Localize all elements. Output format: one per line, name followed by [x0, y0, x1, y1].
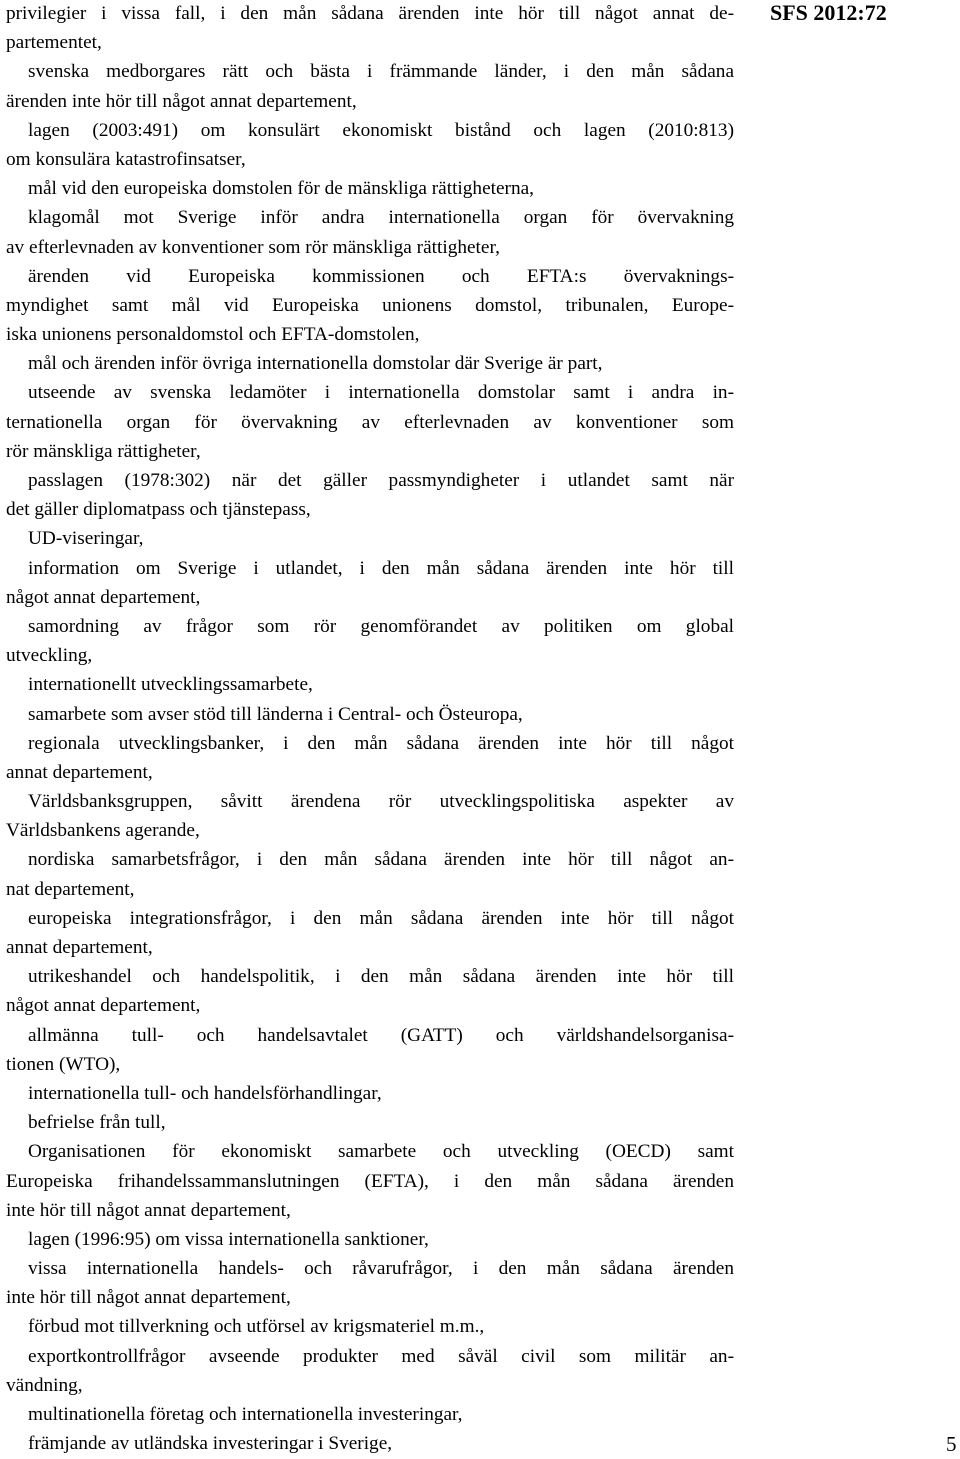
text-line: utseende av svenska ledamöter i internationella domstolar samt i andra in-	[28, 382, 734, 404]
text-line: Organisationen för ekonomiskt samarbete och utveckling (OECD) samt	[28, 1141, 734, 1163]
text-line: iska unionens personaldomstol och EFTA-domstolen,	[6, 324, 420, 346]
text-line: rör mänskliga rättigheter,	[6, 440, 201, 462]
text-line: mål och ärenden inför övriga internationella domstolar där Sverige är part,	[28, 353, 603, 375]
text-line: exportkontrollfrågor avseende produkter med såväl civil som militär an-	[28, 1345, 734, 1367]
text-line: mål vid den europeiska domstolen för de mänskliga rättigheterna,	[28, 178, 534, 200]
text-line: av efterlevnaden av konventioner som rör mänskliga rättigheter,	[6, 236, 500, 258]
text-line: europeiska integrationsfrågor, i den mån sådana ärenden inte hör till något	[28, 907, 734, 929]
text-line: vändning,	[6, 1374, 83, 1396]
text-line: ärenden inte hör till något annat departement,	[6, 90, 357, 112]
page-number: 5	[946, 1432, 957, 1456]
text-line: myndighet samt mål vid Europeiska unionens domstol, tribunalen, Europe-	[6, 294, 734, 316]
text-line: samordning av frågor som rör genomförandet av politiken om global	[28, 615, 734, 637]
text-line: samarbete som avser stöd till länderna i Central- och Östeuropa,	[28, 703, 523, 725]
text-line: lagen (1996:95) om vissa internationella sanktioner,	[28, 1228, 429, 1250]
text-line: allmänna tull- och handelsavtalet (GATT) och världshandelsorganisa-	[28, 1024, 734, 1046]
text-line: internationella tull- och handelsförhandlingar,	[28, 1082, 382, 1104]
text-line: Världsbankens agerande,	[6, 820, 200, 842]
text-line: främjande av utländska investeringar i Sverige,	[28, 1433, 393, 1455]
text-line: ternationella organ för övervakning av efterlevnaden av konventioner som	[6, 411, 734, 433]
text-line: något annat departement,	[6, 995, 201, 1017]
text-line: tionen (WTO),	[6, 1053, 121, 1075]
text-line: inte hör till något annat departement,	[6, 1199, 291, 1221]
text-line: något annat departement,	[6, 586, 201, 608]
text-line: Europeiska frihandelssammanslutningen (EFTA), i den mån sådana ärenden	[6, 1170, 734, 1192]
text-line: klagomål mot Sverige inför andra internationella organ för övervakning	[28, 207, 734, 229]
text-line: internationellt utvecklingssamarbete,	[28, 674, 313, 696]
text-line: förbud mot tillverkning och utförsel av krigsmateriel m.m.,	[28, 1316, 485, 1338]
text-line: partementet,	[6, 32, 102, 54]
text-line: passlagen (1978:302) när det gäller passmyndigheter i utlandet samt när	[28, 470, 734, 491]
text-line: ärenden vid Europeiska kommissionen och EFTA:s övervaknings-	[28, 265, 734, 287]
text-line: annat departement,	[6, 761, 153, 783]
text-line: befrielse från tull,	[28, 1112, 166, 1134]
text-line: utveckling,	[6, 645, 93, 667]
text-line: annat departement,	[6, 937, 153, 958]
text-line: det gäller diplomatpass och tjänstepass,	[6, 499, 311, 521]
body-text	[6, 0, 734, 1458]
text-line: privilegier i vissa fall, i den mån sådana ärenden inte hör till något annat de-	[6, 3, 734, 24]
text-line: regionala utvecklingsbanker, i den mån sådana ärenden inte hör till något	[28, 732, 734, 754]
text-line: svenska medborgares rätt och bästa i främmande länder, i den mån sådana	[28, 61, 734, 83]
text-line: nordiska samarbetsfrågor, i den mån sådana ärenden inte hör till något an-	[28, 849, 734, 871]
text-line: information om Sverige i utlandet, i den mån sådana ärenden inte hör till	[28, 557, 734, 579]
text-line: Världsbanksgruppen, såvitt ärendena rör utvecklingspolitiska aspekter av	[28, 791, 734, 813]
text-line: om konsulära katastrofinsatser,	[6, 148, 246, 170]
text-line: inte hör till något annat departement,	[6, 1287, 291, 1309]
text-line: utrikeshandel och handelspolitik, i den mån sådana ärenden inte hör till	[28, 966, 734, 988]
sfs-number: SFS 2012:72	[770, 0, 887, 25]
text-line: UD-viseringar,	[28, 528, 144, 550]
text-line: multinationella företag och internationella investeringar,	[28, 1404, 463, 1425]
text-line: vissa internationella handels- och råvarufrågor, i den mån sådana ärenden	[28, 1258, 734, 1280]
text-line: lagen (2003:491) om konsulärt ekonomiskt bistånd och lagen (2010:813)	[28, 119, 734, 141]
text-line: nat departement,	[6, 878, 135, 900]
